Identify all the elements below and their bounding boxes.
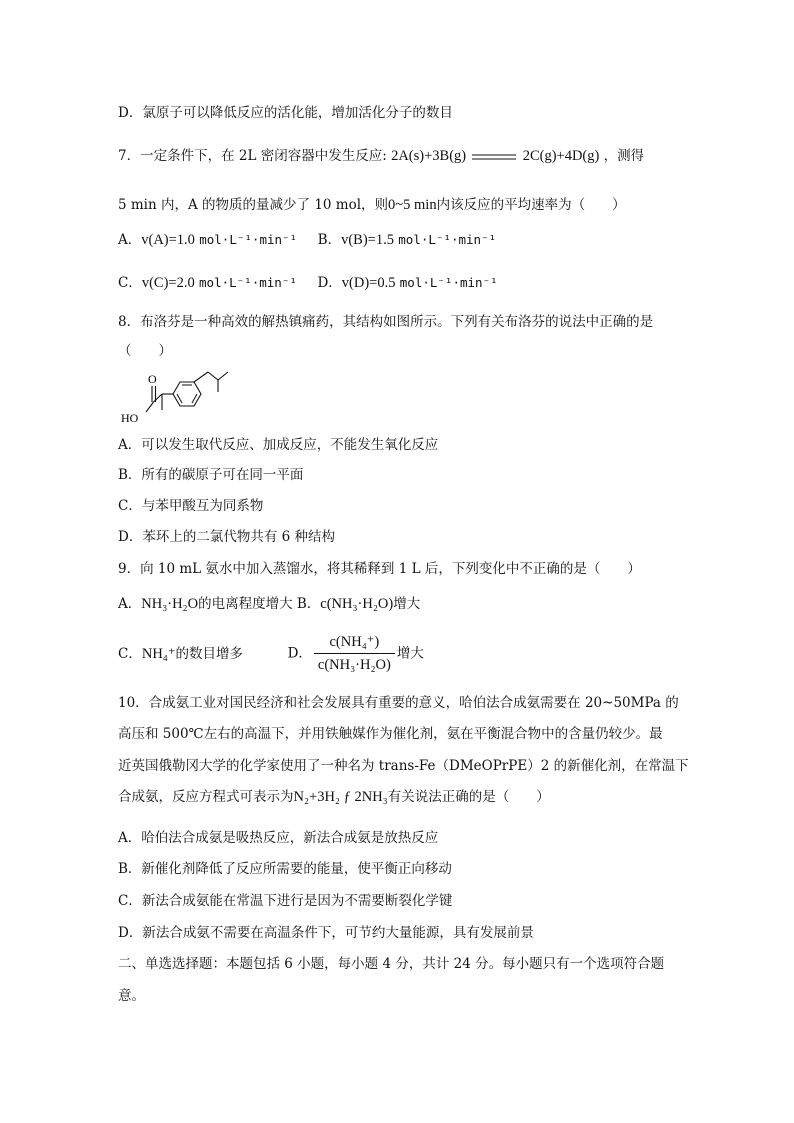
q10-option-b: B．新催化剂降低了反应所需要的能量，使平衡正向移动 [118,861,452,877]
section2-heading: 二、单选选择题：本题包括 6 小题，每小题 4 分，共计 24 分。每小题只有一个选项符合题 [118,956,665,972]
q9-option-c: C．NH₄⁺的数目增多 [118,645,243,662]
q10-option-a: A．哈伯法合成氨是吸热反应，新法合成氨是放热反应 [118,830,439,846]
q8-option-a: A．可以发生取代反应、加成反应，不能发生氧化反应 [118,437,439,453]
q7-options-row2 [118,274,498,292]
ibuprofen-structure [118,366,248,432]
q8-option-c: C．与苯甲酸互为同系物 [118,498,264,514]
q9-stem: 9．向 10 mL 氨水中加入蒸馏水，将其稀释到 1 L 后，下列变化中不正确的是（ ） [118,561,641,577]
q7-equation-left: 2A(s)+3B(g) [391,148,467,164]
q7-option-a: A．v(A)=1.0 mol·L⁻¹·min⁻¹ [118,232,298,248]
q9-option-a: A．NH₃·H₂O的电离程度增大 [118,596,293,612]
equilibrium-equals-arrow-icon [470,152,518,162]
q10-option-d: D．新法合成氨不需要在高温条件下，可节约大量能源，具有发展前景 [118,925,534,941]
q7-options-row1 [118,231,496,249]
hydroxyl-label: HO [121,411,139,425]
q7-option-d: D．v(D)=0.5 mol·L⁻¹·min⁻¹ [317,275,498,291]
q8-paren: （ ） [118,343,172,359]
q7-option-b: B．v(B)=1.5 mol·L⁻¹·min⁻¹ [317,232,497,248]
q8-option-b: B．所有的碳原子可在同一平面 [118,467,304,483]
q10-line3: 近英国俄勒冈大学的化学家使用了一种名为 trans-Fe（DMeOPrPE）2 的新催化剂，在常温下 [118,758,689,774]
q9-options-row1 [118,595,420,613]
q9-option-b: B．c(NH₃·H₂O)增大 [296,596,421,612]
q9-option-d: D． $\frac{\text{c(NH₄⁺)}}{\text{c(NH₃·H₂O)}}$ 增大 [287,634,424,673]
q8-option-d: D．苯环上的二氯代物共有 6 种结构 [118,529,335,545]
oxygen-atom-label: O [148,372,157,386]
q10-line2: 高压和 500℃左右的高温下，并用铁触媒作为催化剂，氨在平衡混合物中的含量仍较少。最 [118,726,663,742]
q7-option-c: C．v(C)=2.0 mol·L⁻¹·min⁻¹ [118,275,297,291]
q10-line4: 合成氨，反应方程式可表示为N₂+3H₂ ƒ 2NH₃有关说法正确的是（ ） [118,789,550,805]
q9-option-d-fraction: $\frac{\text{c(NH₄⁺)}}{\text{c(NH₃·H₂O)}}$ [314,632,395,675]
q10-line1: 10．合成氨工业对国民经济和社会发展具有重要的意义，哈伯法合成氨需要在 20~50MPa 的 [118,695,679,711]
q10-equation: N₂+3H₂ ƒ 2NH₃ [293,789,388,805]
q9-options-row2 [118,632,424,675]
q7-stem-line2: 5 min 内，A 的物质的量减少了 10 mol，则0~5 min内该反应的平均速率为（ ） [118,197,626,213]
q8-stem: 8．布洛芬是一种高效的解热镇痛药，其结构如图所示。下列有关布洛芬的说法中正确的是 [118,314,654,330]
q6-option-d: D．氯原子可以降低反应的活化能，增加活化分子的数目 [118,105,453,121]
q7-stem: 7．一定条件下，在 2L 密闭容器中发生反应: 2A(s)+3B(g) 2C(g)+4D(g) ，测得 [118,148,645,164]
section2-heading-cont: 意。 [118,988,145,1004]
q10-option-c: C．新法合成氨能在常温下进行是因为不需要断裂化学键 [118,893,453,909]
q7-equation-right: 2C(g)+4D(g) [522,148,600,164]
